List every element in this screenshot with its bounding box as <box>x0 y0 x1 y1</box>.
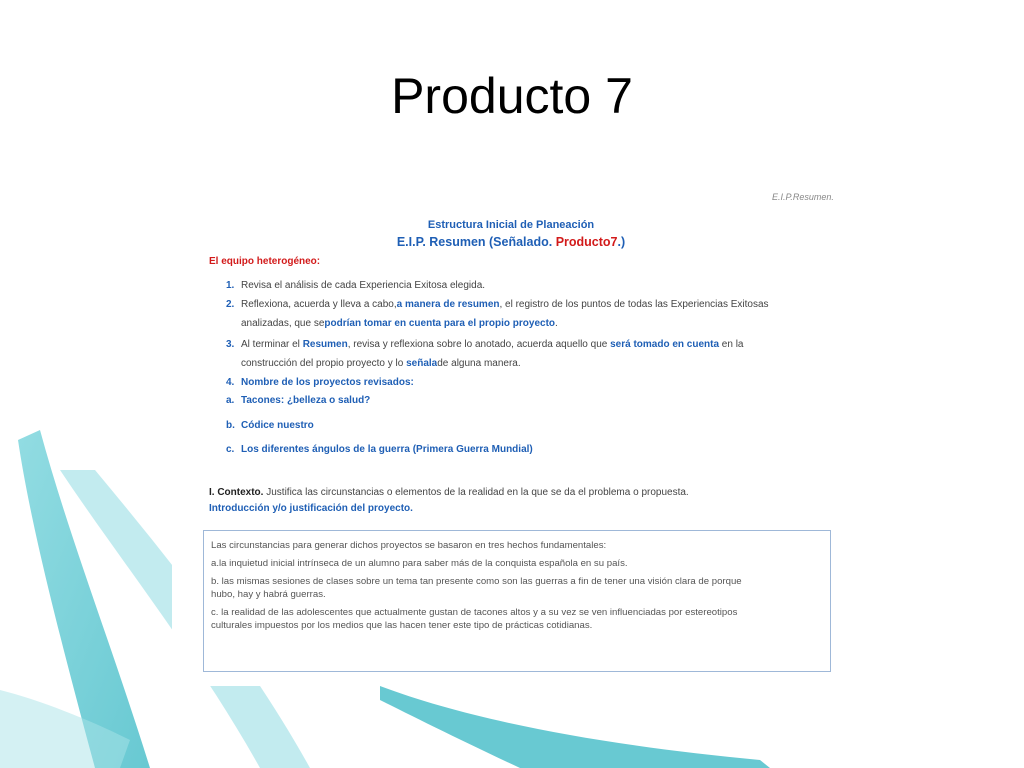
context-text-box <box>203 530 831 672</box>
project-a: a. Tacones: ¿belleza o salud? <box>226 395 371 406</box>
project-b: b. Códice nuestro <box>226 420 314 431</box>
box-line: hubo, hay y habrá guerras. <box>211 589 326 600</box>
intro-label: Introducción y/o justificación del proyecto. <box>209 503 413 514</box>
slide-title: Producto 7 <box>391 68 633 124</box>
step-1: 1. Revisa el análisis de cada Experiencia Exitosa elegida. <box>226 280 486 291</box>
step-4: 4. Nombre de los proyectos revisados: <box>226 377 414 388</box>
document-corner-label: E.I.P.Resumen. <box>772 192 834 202</box>
project-c: c. Los diferentes ángulos de la guerra (Primera Guerra Mundial) <box>226 444 533 455</box>
document-image <box>172 180 850 686</box>
box-line: a.la inquietud inicial intrínseca de un alumno para saber más de la conquista española en su país. <box>211 558 628 569</box>
step-2: 2. Reflexiona, acuerda y lleva a cabo,a manera de resumen, el registro de los puntos de todas las Experiencias Exitosas <box>226 299 769 310</box>
step-3: 3. Al terminar el Resumen, revisa y reflexiona sobre lo anotado, acuerda aquello que será tomado en cuenta en la <box>226 339 744 350</box>
box-line: c. la realidad de las adolescentes que actualmente gustan de tacones altos y a su vez se ven influenciadas por estereotipos <box>211 607 738 618</box>
context-line: I. Contexto. Justifica las circunstancias o elementos de la realidad en la que se da el problema o propuesta. <box>209 487 689 498</box>
document-subheading: E.I.P. Resumen (Señalado. Producto7.) <box>396 235 626 249</box>
teal-swoosh-bottom <box>380 686 770 768</box>
box-line: Las circunstancias para generar dichos proyectos se basaron en tres hechos fundamentales: <box>211 540 607 551</box>
step-3-continued: construcción del propio proyecto y lo señalade alguna manera. <box>241 358 521 369</box>
box-line: b. las mismas sesiones de clases sobre un tema tan presente como son las guerras a fin de tener una visión clara de porque <box>211 576 742 587</box>
team-label: El equipo heterogéneo: <box>209 256 321 267</box>
step-2-continued: analizadas, que sepodrían tomar en cuenta para el propio proyecto. <box>241 318 558 329</box>
box-line: culturales impuestos por los medios que las hacen tener este tipo de prácticas cotidianas. <box>211 620 593 631</box>
document-heading: Estructura Inicial de Planeación <box>427 219 595 231</box>
